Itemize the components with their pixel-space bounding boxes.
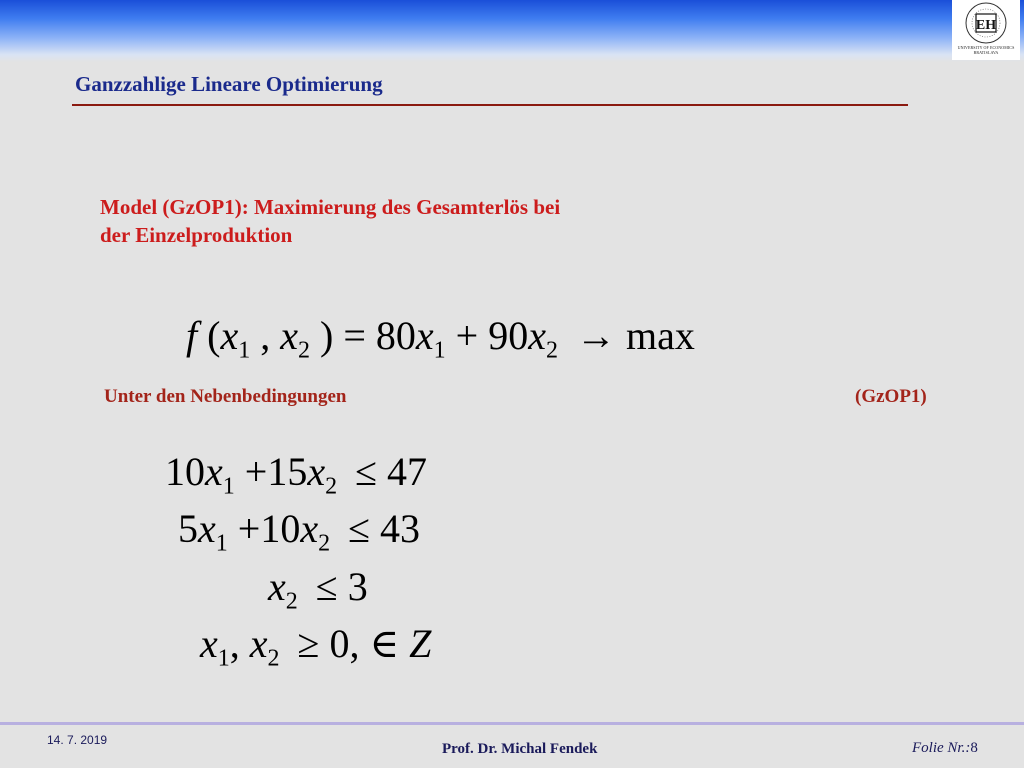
objective-open-paren: ( (197, 313, 221, 358)
objective-goal: max (625, 313, 695, 358)
constraint-2-var-x1: x (198, 506, 216, 551)
constraint-3-relation: ≤ (315, 564, 338, 609)
constraint-3-sub: 2 (285, 588, 298, 615)
footer-slide-label: Folie Nr.: (912, 740, 971, 756)
footer-divider (0, 722, 1024, 725)
objective-close-paren: ) (309, 313, 334, 358)
objective-var-x2: x (280, 313, 298, 358)
footer-slide-number (912, 740, 978, 757)
objective-coef1: 80 (375, 313, 416, 358)
constraint-4-sub2: 2 (267, 645, 280, 672)
constraint-4-relation: ≥ (297, 621, 320, 666)
objective-f: f (186, 313, 198, 358)
svg-text:EH: EH (975, 18, 997, 33)
objective-equals: = (333, 313, 376, 358)
constraint-4-rhs: 0, (329, 621, 360, 666)
model-heading-line1: Model (GzOP1): Maximierung des Gesamterlös bei (100, 195, 561, 219)
objective-sub1: 1 (238, 337, 251, 364)
constraint-1-sub1: 1 (222, 473, 235, 500)
page-title: Ganzzahlige Lineare Optimierung (75, 72, 383, 96)
constraint-2-relation: ≤ (348, 506, 371, 551)
constraint-1-coef-a: 10 (165, 449, 205, 494)
constraint-2-rhs: 43 (380, 506, 421, 551)
objective-plus: + (445, 313, 489, 358)
objective-var-x1: x (220, 313, 239, 358)
title-divider (72, 104, 908, 106)
constraint-2-plus: + (237, 506, 261, 551)
logo-caption-line1: UNIVERSITY OF ECONOMICS (957, 45, 1015, 50)
logo-emblem-icon (952, 0, 1020, 50)
constraint-2-coef-b: 10 (260, 506, 301, 551)
model-heading (100, 193, 740, 249)
constraint-2-coef-a: 5 (178, 506, 198, 551)
constraint-1-var-x2: x (307, 449, 326, 494)
constraints-label: Unter den Nebenbedingungen (104, 386, 347, 407)
constraint-2-sub2: 2 (318, 530, 331, 557)
logo-caption-line2: BRATISLAVA (973, 50, 999, 55)
constraint-3 (268, 563, 368, 615)
constraint-4-element-of: ∈ (369, 621, 400, 666)
constraint-4-set: Z (409, 621, 432, 666)
objective-term2-sub: 2 (545, 337, 558, 364)
objective-term1-var: x (415, 313, 434, 358)
constraint-1-coef-b: 15 (267, 449, 308, 494)
constraint-3-var-x2: x (268, 564, 286, 609)
model-heading-line2: der Einzelproduktion (100, 223, 293, 247)
constraint-4-var-x2: x (249, 621, 268, 666)
objective-comma: , (250, 313, 281, 358)
constraint-1-sub2: 2 (325, 473, 338, 500)
constraint-3-rhs: 3 (347, 564, 368, 609)
footer-date: 14. 7. 2019 (47, 733, 108, 747)
objective-term2-var: x (528, 313, 546, 358)
objective-coef2: 90 (488, 313, 529, 358)
constraint-2-var-x2: x (300, 506, 319, 551)
constraint-1-rhs: 47 (387, 449, 428, 494)
constraint-2 (178, 505, 421, 557)
header-bar (0, 0, 1024, 62)
constraint-4-sub1: 1 (217, 645, 230, 672)
university-logo (952, 0, 1020, 60)
constraint-1-relation: ≤ (355, 449, 378, 494)
objective-arrow-icon: → (575, 313, 616, 358)
model-id-label: (GzOP1) (855, 386, 927, 407)
footer-author: Prof. Dr. Michal Fendek (442, 741, 598, 757)
constraint-1-plus: + (244, 449, 268, 494)
footer-slide-value: 8 (970, 740, 978, 756)
constraint-4-var-x1: x (200, 621, 218, 666)
objective-sub2: 2 (297, 337, 310, 364)
objective-term1-sub: 1 (433, 337, 446, 364)
objective-function (186, 312, 695, 364)
constraint-1 (165, 448, 428, 500)
constraint-2-sub1: 1 (215, 530, 228, 557)
constraint-4-comma: , (229, 621, 240, 666)
constraint-1-var-x1: x (205, 449, 223, 494)
constraint-4 (200, 620, 432, 672)
